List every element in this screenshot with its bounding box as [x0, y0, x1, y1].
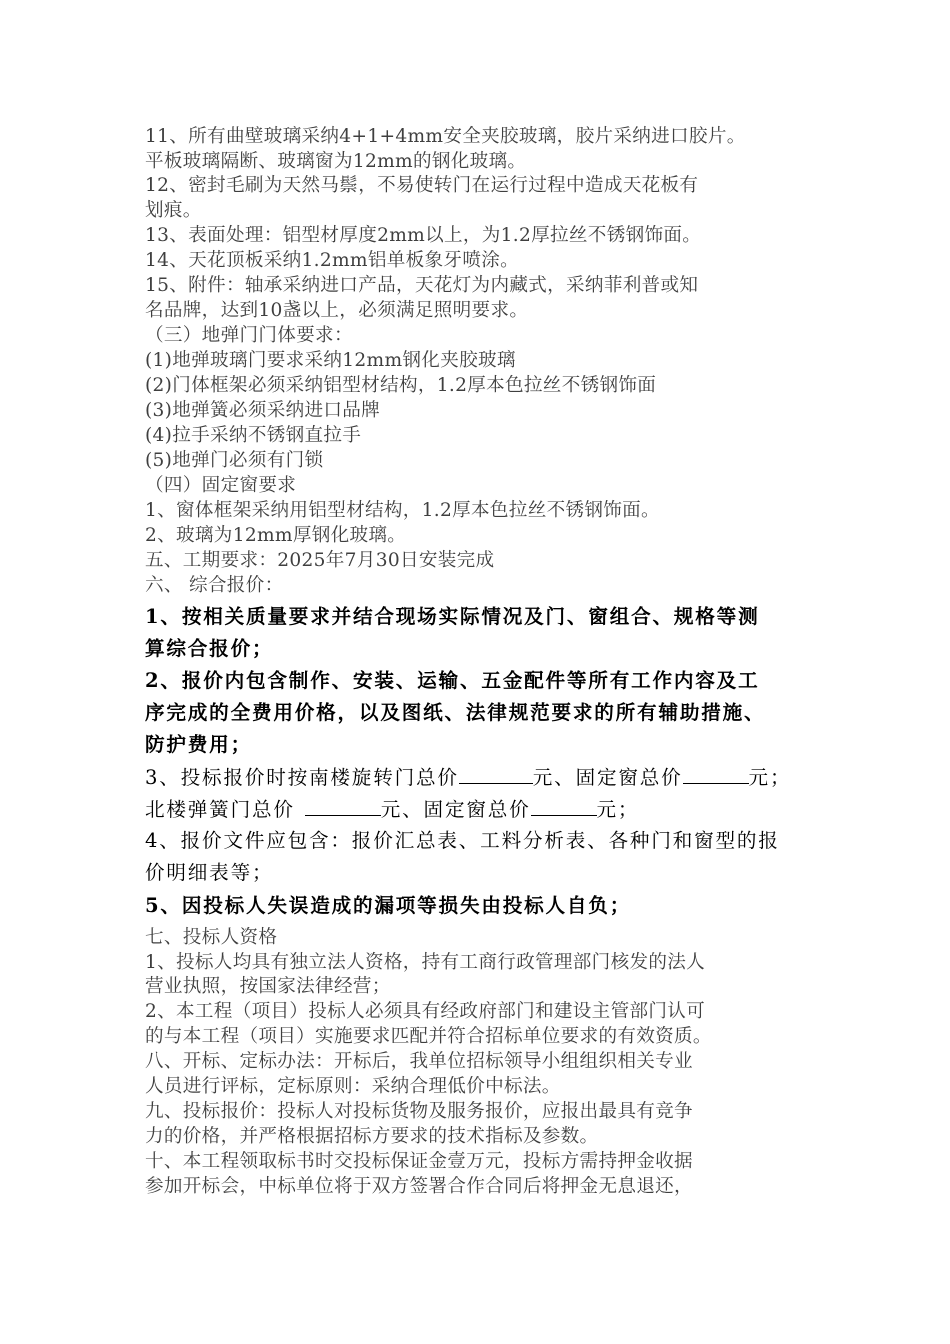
list-item: (4)拉手采纳不锈钢直拉手 [145, 425, 362, 446]
text-line: 14、天花顶板采纳1.2mm铝单板象牙喷涂。 [145, 250, 519, 271]
list-item: (5)地弹门必须有门锁 [145, 450, 324, 471]
text-line: 2、本工程（项目）投标人必须具有经政府部门和建设主管部门认可 [145, 1001, 706, 1022]
text-line: 1、按相关质量要求并结合现场实际情况及门、窗组合、规格等测 [145, 605, 760, 628]
text-line: 防护费用； [145, 733, 252, 756]
north-spring-door-label: 北楼弹簧门总价 [145, 798, 295, 821]
text-line: 11、所有曲壁玻璃采纳4+1+4mm安全夹胶玻璃，胶片采纳进口胶片。 [145, 126, 746, 147]
south-revolving-door-price-blank [459, 767, 533, 784]
section-heading: 五、工期要求：2025年7月30日安装完成 [145, 550, 495, 571]
text-line: 5、因投标人失误造成的漏项等损失由投标人自负； [145, 894, 632, 917]
text-line: 九、投标报价：投标人对投标货物及服务报价，应报出最具有竞争 [145, 1101, 693, 1122]
section-heading: 七、投标人资格 [145, 927, 278, 948]
south-fixed-window-price-blank [683, 767, 749, 784]
text-line: 人员进行评标，定标原则：采纳合理低价中标法。 [145, 1076, 561, 1097]
section-heading: 六、 综合报价： [145, 575, 284, 596]
text-line: 1、窗体框架采纳用铝型材结构，1.2厚本色拉丝不锈钢饰面。 [145, 500, 660, 521]
text-line: 八、开标、定标办法：开标后，我单位招标领导小组组织相关专业 [145, 1051, 693, 1072]
north-fixed-window-label: 元、固定窗总价 [380, 798, 531, 821]
text-line: 1、投标人均具有独立法人资格，持有工商行政管理部门核发的法人 [145, 952, 706, 973]
text-line: 2、报价内包含制作、安装、运输、五金配件等所有工作内容及工 [145, 669, 760, 692]
text-line: 15、附件：轴承采纳进口产品，天花灯为内藏式，采纳菲利普或知 [145, 275, 699, 296]
text-line: 名品牌，达到10盏以上，必须满足照明要求。 [145, 300, 529, 321]
text-line: 平板玻璃隔断、玻璃窗为12mm的钢化玻璃。 [145, 151, 527, 172]
list-item: (3)地弹簧必须采纳进口品牌 [145, 400, 381, 421]
text-line: 序完成的全费用价格，以及图纸、法律规范要求的所有辅助措施、 [145, 701, 766, 724]
list-item: (2)门体框架必须采纳铝型材结构，1.2厚本色拉丝不锈钢饰面 [145, 375, 657, 396]
text-line: 十、本工程领取标书时交投标保证金壹万元，投标方需持押金收据 [145, 1151, 693, 1172]
section-heading: （三）地弹门门体要求： [145, 325, 353, 346]
text-line: 价明细表等； [145, 861, 274, 884]
text-line: 的与本工程（项目）实施要求匹配并符合招标单位要求的有效资质。 [145, 1026, 712, 1047]
south-revolving-door-label: 3、投标报价时按南楼旋转门总价 [145, 766, 459, 789]
north-fixed-window-price-blank [531, 799, 597, 816]
text-line: 12、密封毛刷为天然马鬃，不易使转门在运行过程中造成天花板有 [145, 175, 699, 196]
south-fixed-window-label: 元、固定窗总价 [532, 766, 683, 789]
yuan-suffix: 元； [596, 798, 640, 821]
yuan-suffix: 元； [748, 766, 792, 789]
section-heading: （四）固定窗要求 [145, 475, 297, 496]
list-item: (1)地弹玻璃门要求采纳12mm钢化夹胶玻璃 [145, 350, 516, 371]
text-line: 4、报价文件应包含：报价汇总表、工料分析表、各种门和窗型的报 [145, 829, 780, 852]
text-line: 参加开标会，中标单位将于双方签署合作合同后将押金无息退还， [145, 1176, 693, 1197]
north-spring-door-price-blank [305, 799, 381, 816]
text-line: 13、表面处理：铝型材厚度2mm以上，为1.2厚拉丝不锈钢饰面。 [145, 225, 702, 246]
text-line: 力的价格，并严格根据招标方要求的技术指标及参数。 [145, 1126, 599, 1147]
text-line: 营业执照，按国家法律经营； [145, 976, 391, 997]
text-line: 划痕。 [145, 200, 202, 221]
price-line-north [145, 799, 639, 820]
text-line: 2、玻璃为12mm厚钢化玻璃。 [145, 525, 407, 546]
text-line: 算综合报价； [145, 637, 274, 660]
price-line-south [145, 767, 791, 788]
